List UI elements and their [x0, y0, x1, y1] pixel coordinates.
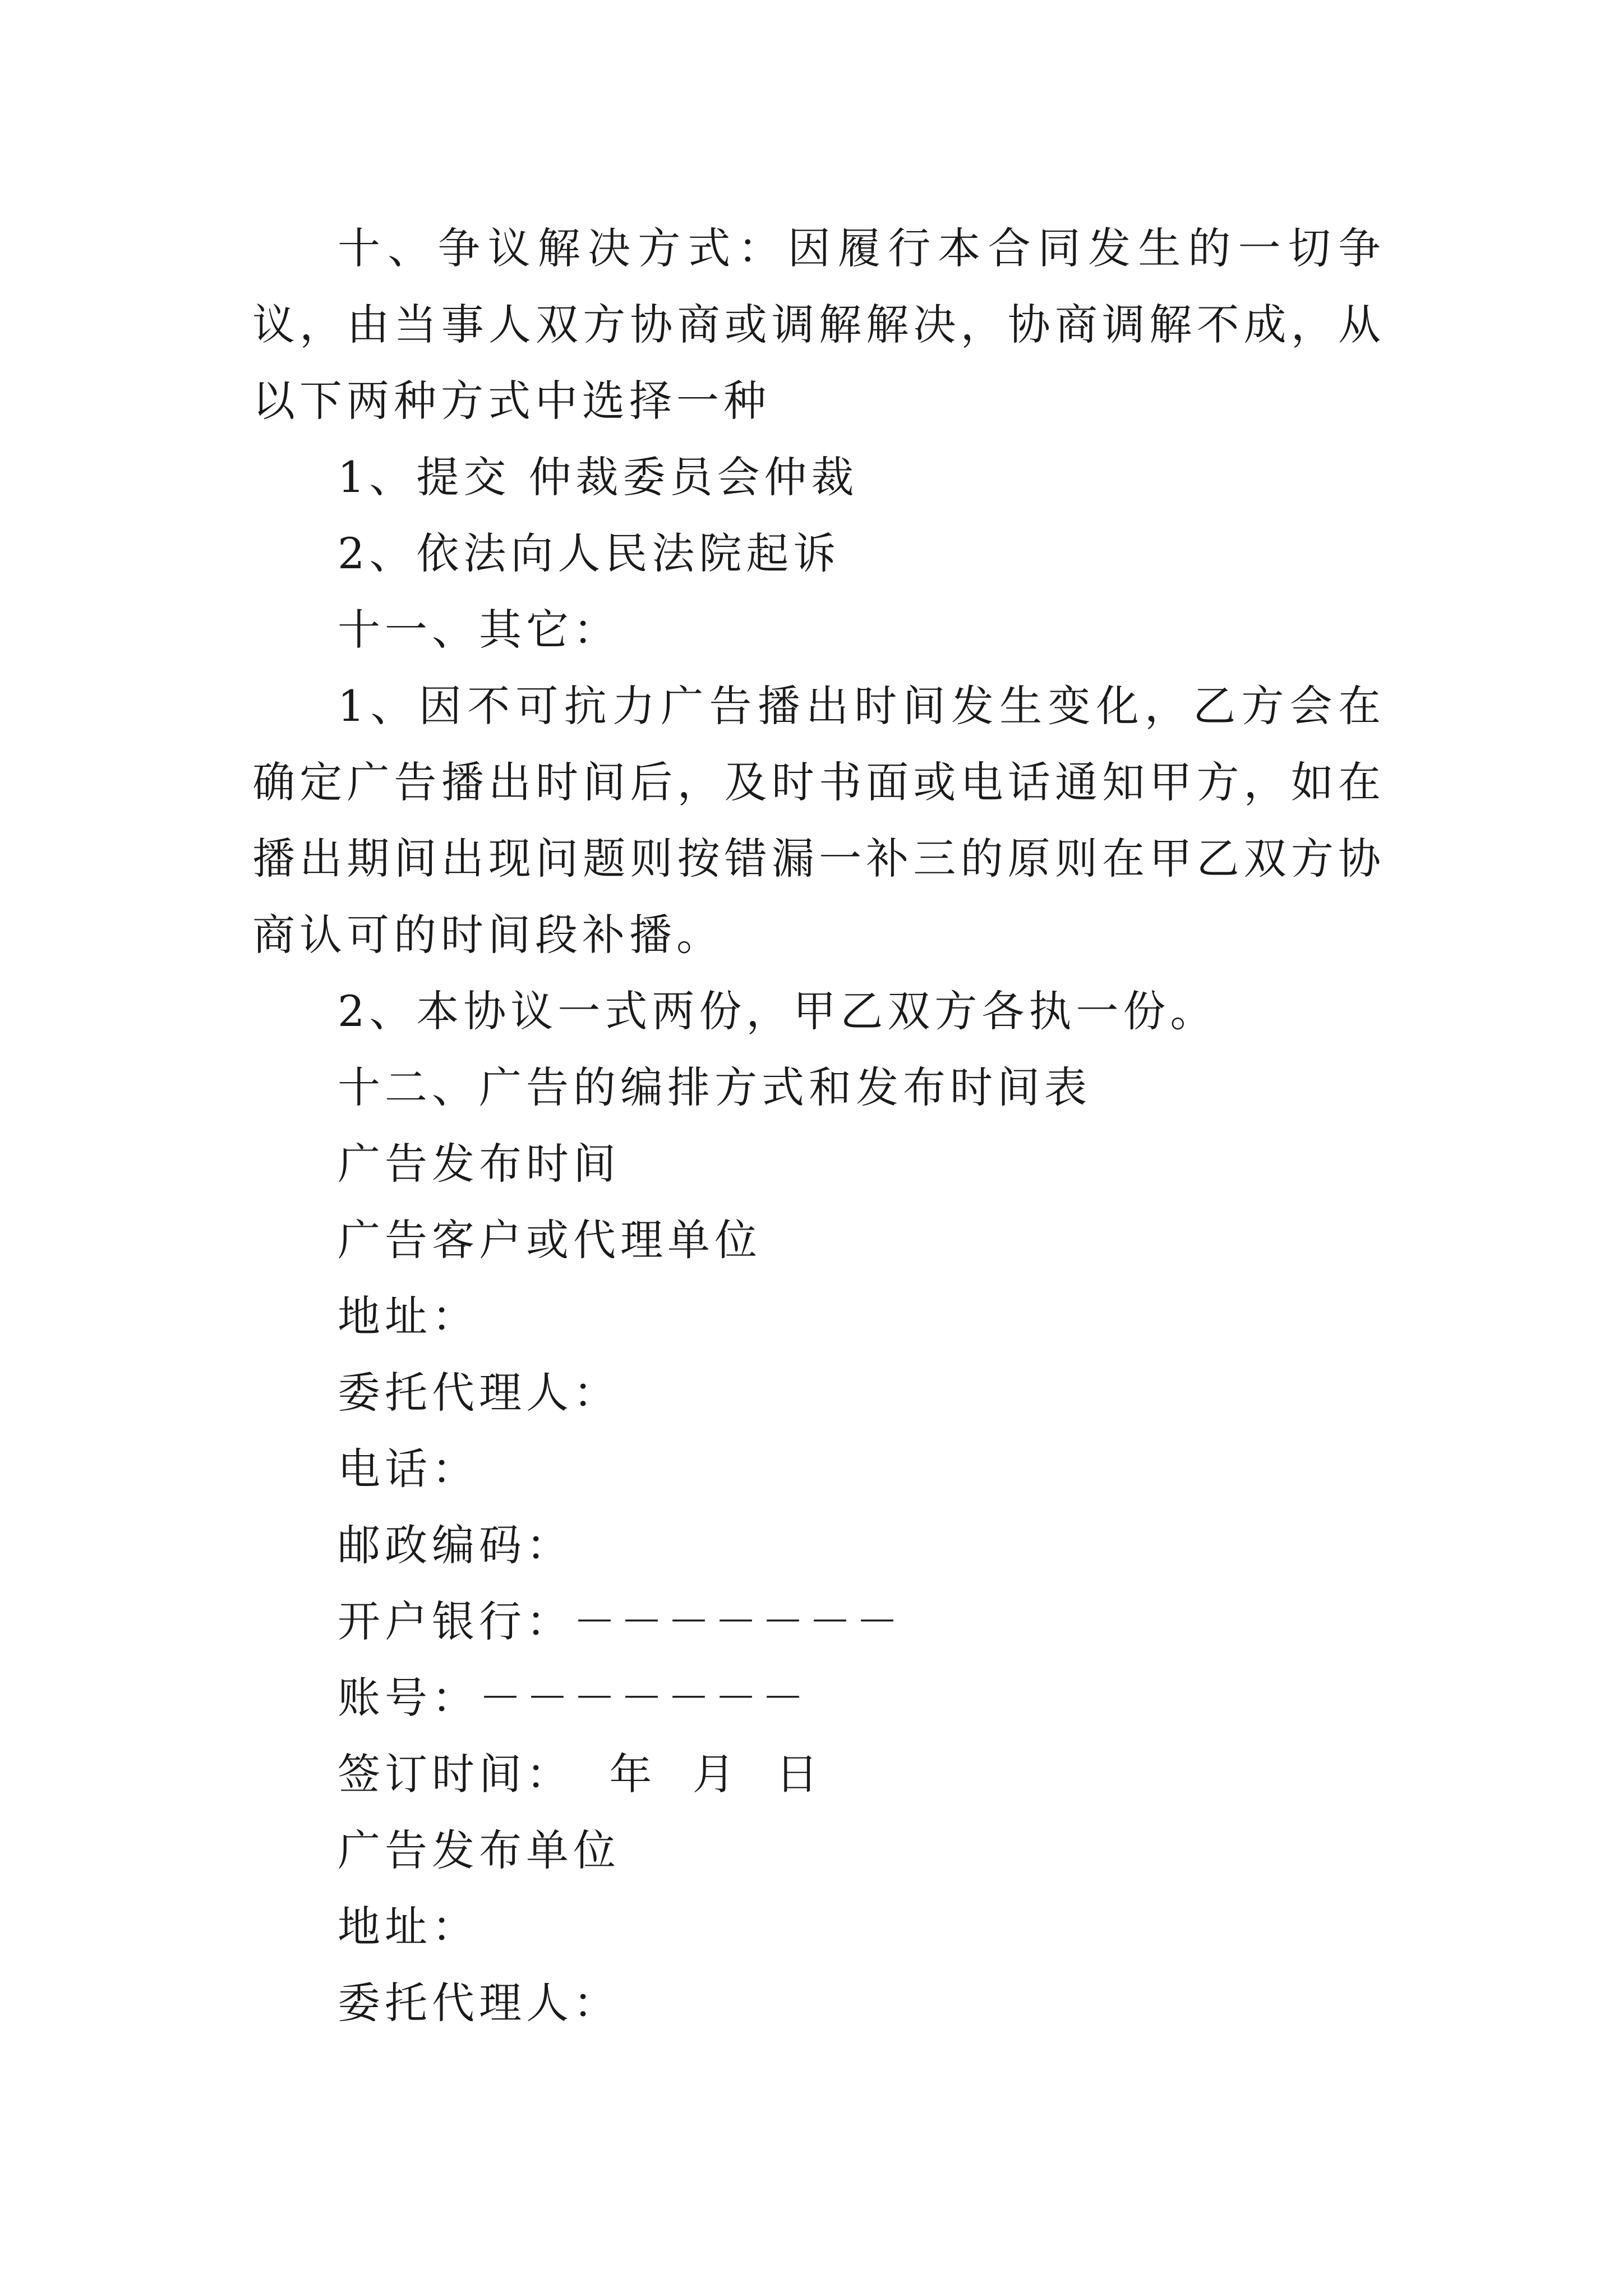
paragraph-client-agent: 委托代理人：	[338, 1368, 620, 1418]
paragraph-client-unit: 广告客户或代理单位	[338, 1215, 762, 1265]
paragraph-client-bank: 开户银行：－－－－－－－	[338, 1596, 903, 1646]
paragraph-force-majeure: 1、因不可抗力广告播出时间发生变化，乙方会在确定广告播出时间后，及时书面或电话通知甲方，如在播出期间出现问题则按错漏一补三的原则在甲乙双方协商认可的时间段补播。	[252, 681, 1385, 960]
paragraph-client-address: 地址：	[338, 1291, 479, 1341]
document-body	[252, 210, 1385, 2041]
paragraph-publisher-address: 地址：	[338, 1902, 479, 1952]
paragraph-publisher-unit: 广告发布单位	[338, 1825, 620, 1875]
paragraph-schedule-heading: 十二、广告的编排方式和发布时间表	[338, 1062, 1091, 1112]
paragraph-dispute-resolution: 十、争议解决方式：因履行本合同发生的一切争议，由当事人双方协商或调解解决，协商调解不成，从以下两种方式中选择一种	[252, 223, 1385, 426]
paragraph-other-heading: 十一、其它：	[338, 605, 620, 655]
paragraph-publish-time: 广告发布时间	[338, 1139, 620, 1189]
paragraph-sign-date: 签订时间： 年 月 日	[338, 1749, 823, 1799]
paragraph-copies: 2、本协议一式两份，甲乙双方各执一份。	[338, 986, 1218, 1036]
paragraph-arbitration-option: 1、提交 仲裁委员会仲裁	[338, 452, 859, 502]
paragraph-client-account: 账号：－－－－－－－	[338, 1673, 809, 1723]
paragraph-litigation-option: 2、依法向人民法院起诉	[338, 528, 841, 578]
paragraph-publisher-agent: 委托代理人：	[338, 1978, 620, 2028]
paragraph-client-phone: 电话：	[338, 1444, 479, 1494]
paragraph-client-postcode: 邮政编码：	[338, 1520, 573, 1570]
